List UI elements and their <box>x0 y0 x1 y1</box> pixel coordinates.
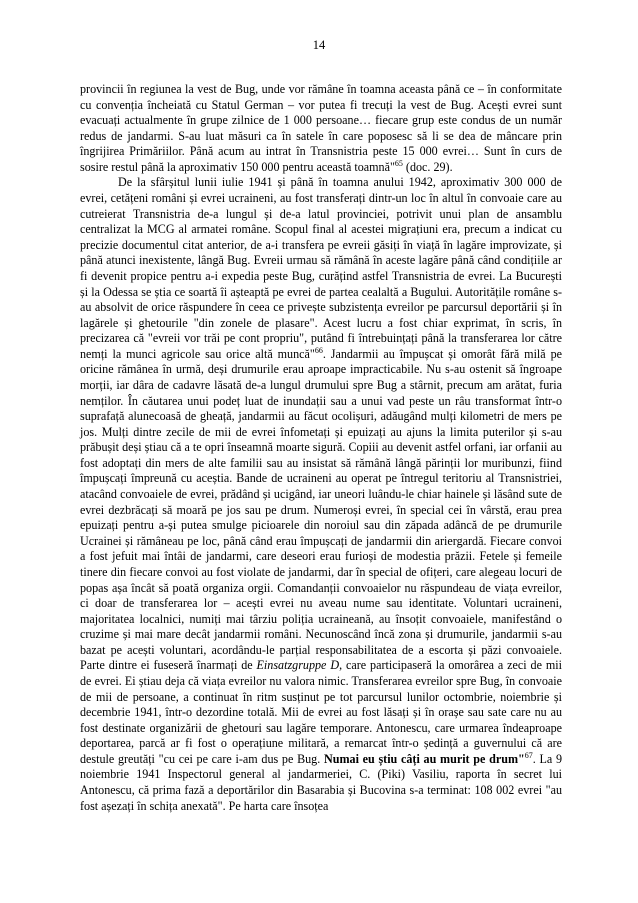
paragraph-main <box>80 175 562 814</box>
paragraph-text: (doc. 29). <box>402 159 453 174</box>
bold-quote: Numai eu știu câți au murit pe drum" <box>323 751 525 766</box>
paragraph-text: . Jandarmii au împușcat și omorât fără milă pe oricine rămânea în urmă, deși drumurile erau aproape impracticabile. Nu s-au ostenit să îngroape morții, iar dâra de cadavre lăsată de-a lungul drumului spre Bug a stârnit, precum am arătat, furia nemților. În căutarea unui podeț luat de inundații sau a unui vad peste un râu transformat într-o suprafață alunecoasă de gheață, jandarmii au făcut ocolișuri, adăugând mulți kilometri de mers pe jos. Mulți dintre zecile de mii de evrei înfometați și epuizați au ajuns la limita puterilor și s-au prăbușit deși știau că a te opri înseamnă moarte sigură. Copiii au devenit astfel orfani, iar orfanii au fost adoptați din mers de alte familii sau au insistat să rămână lângă părinții lor muribunzi, fiind împușcați împreună cu aceștia. Bande de ucraineni au operat pe întregul teritoriu al Transnistriei, atacând convoaiele de evrei, prădând și ucigând, iar uneori luându-le chiar hainele și lăsând sute de evrei dezbrăcați să moară pe jos sau pe drum. Numeroși evrei, în special cei în vârstă, erau prea epuizați pentru a-și putea smulge picioarele din noroiul sau din zăpada adâncă de pe drumurile Ucrainei și rămâneau pe loc, până când erau împușcați de jandarmii din ariergardă. Fiecare convoi a fost jefuit mai întâi de jandarmi, care deseori erau furioși de modestia prăzii. Fetele și femeile tinere din fiecare convoi au fost violate de jandarmi, dar în special de ofițeri, care alegeau locuri de popas așa încât să poată organiza orgii. Comandanții convoaielor nu răspundeau de viața evreilor, ci doar de transferarea lor – acești evrei nu aveau nume sau identitate. Voluntari ucraineni, majoritatea localnici, numiți mai târziu poliția ucraineană, au însoțit convoaiele, manifestând o cruzime și mai mare decât jandarmii români. Necunoscând încă zona și drumurile, jandarmii s-au bazat pe acești voluntari, acordându-le parțial responsabilitatea de a escorta și păzi convoaiele. Parte dintre ei fuseseră înarmați de <box>80 346 562 673</box>
body-text <box>80 82 562 814</box>
italic-term: Einsatzgruppe D <box>256 658 340 673</box>
paragraph-text: . La 9 noiembrie 1941 Inspectorul general al jandarmeriei, C. (Piki) Vasiliu, raporta în secret lui Antonescu, că prima fază a deportărilor din Basarabia și Bucovina s-a terminat: 108 002 evrei "au fost așezați în schița anexată". Pe harta care însoțea <box>80 751 563 813</box>
paragraph-continuation <box>80 82 562 175</box>
footnote-ref: 67 <box>524 750 533 760</box>
paragraph-text: provincii în regiunea la vest de Bug, unde vor rămâne în toamna aceasta până ce – în conformitate cu convenția încheiată cu Statul German – vor putea fi trecuți la vest de Bug. Acești evrei sunt evacuați actualmente în grupe zilnice de 1 000 persoane… fiecare grup este condus de un număr redus de jandarmi. S-au luat măsuri ca în satele în care poposesc să li se dea de mâncare prin îngrijirea Primăriilor. Până acum au intrat în Transnistria peste 15 000 evrei… Sunt în curs de sosire restul până la aproximativ 150 000 pentru această toamnă" <box>80 82 562 174</box>
footnote-ref: 65 <box>394 158 403 168</box>
paragraph-text: , care participaseră la omorârea a zeci de mii de evrei. Ei știau deja că viața evreilor nu valora nimic. Transferarea evreilor spre Bug, în convoaie de mii de persoane, a continuat în ritm susținut pe tot parcursul lunilor octombrie, noiembrie și decembrie 1941, într-o dezordine totală. Mii de evrei au fost lăsați și în orașe sau sate care nu au fost destinate organizării de ghetouri sau lagăre temporare. Antonescu, care urmarea îndeaproape deportarea, parcă ar fi fost o operațiune militară, a remarcat într-o ședință a guvernului că are destule greutăți "cu cei pe care i-am dus pe Bug. <box>80 658 562 766</box>
paragraph-text: De la sfârșitul lunii iulie 1941 și până în toamna anului 1942, aproximativ 300 000 de evrei, cetățeni români și evrei ucraineni, au fost transferați dintr-un loc în altul în convoaie care au cutreierat Transnistria de-a lungul și de-a latul provinciei, potrivit unui plan de ansamblu centralizat la MCG al armatei române. Scopul final al acestei migrațiuni era, precum a indicat cu precizie documentul citat anterior, de a-i transfera pe evreii găsiți în viață în lagăre improvizate, și până atunci inexistente, lângă Bug. Evreii urmau să rămână în aceste lagăre până când condițiile ar fi devenit propice pentru a-i expedia peste Bug, curățind astfel Transnistria de evrei. La București și la Odessa se știa ce soartă îi așteaptă pe evrei de partea cealaltă a Bugului. Autoritățile române s-au absolvit de orice răspundere în ceea ce privește subzistența evreilor pe parcursul deportării și în lagărele și ghetourile "din zonele de plasare". Acest lucru a fost chiar exprimat, în scris, în precizarea că "evreii vor trăi pe cont propriu", putând fi întrebuințați până la transferarea lor către nemți la munci agricole sau orice altă muncă" <box>80 175 562 361</box>
footnote-ref: 66 <box>314 345 323 355</box>
page-number: 14 <box>312 38 326 52</box>
